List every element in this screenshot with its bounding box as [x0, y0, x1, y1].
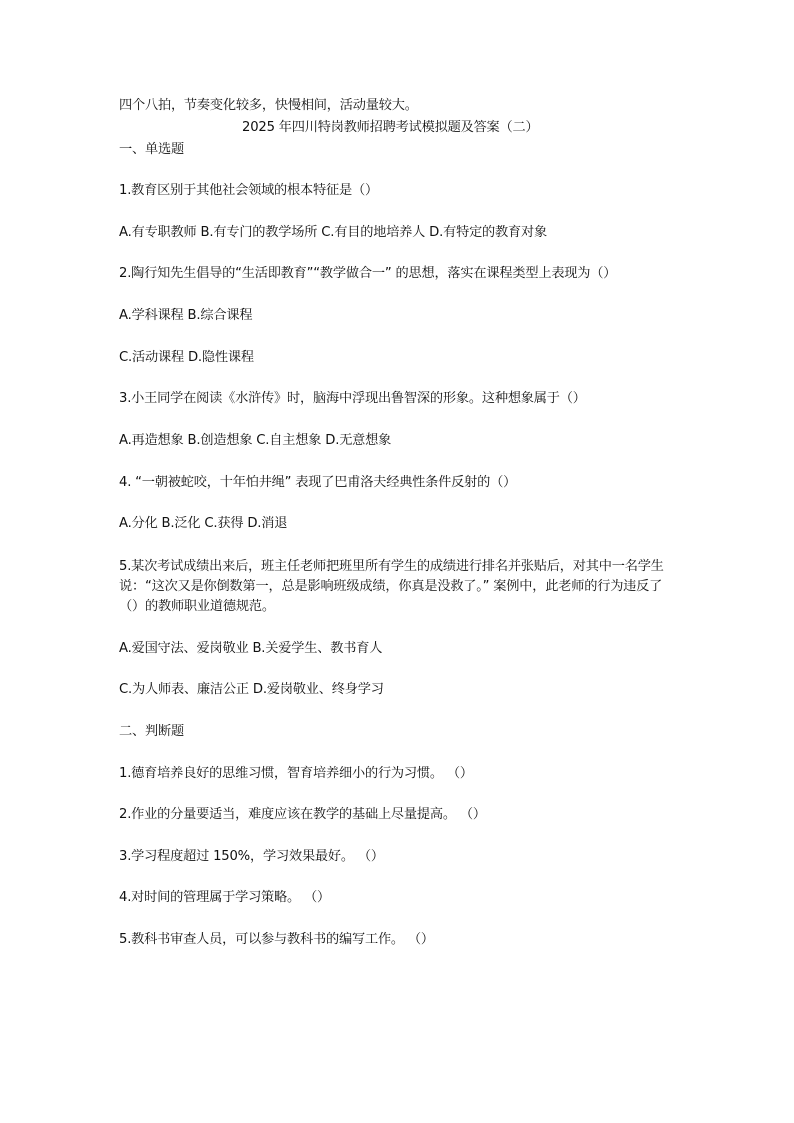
question-options: A.学科课程 B.综合课程 — [119, 308, 253, 323]
judgment-question: 1.德育培养良好的思维习惯，智育培养细小的行为习惯。 （） — [119, 766, 473, 781]
judgment-question: 2.作业的分量要适当，难度应该在教学的基础上尽量提高。 （） — [119, 807, 486, 822]
question-stem: 5.某次考试成绩出来后，班主任老师把班里所有学生的成绩进行排名并张贴后，对其中一名学生说：“这次又是你倒数第一，总是影响班级成绩，你真是没救了。” 案例中，此老师的行为违反了（）的教师职业道德规范。 — [119, 559, 664, 614]
question-stem: 1.教育区别于其他社会领域的根本特征是（） — [119, 183, 378, 198]
section-heading-true-false: 二、判断题 — [119, 724, 184, 739]
question-stem: 2.陶行知先生倡导的“生活即教育”“教学做合一” 的思想，落实在课程类型上表现为（） — [119, 266, 617, 281]
document-title: 2025 年四川特岗教师招聘考试模拟题及答案（二） — [242, 120, 539, 135]
question-stem: 3.小王同学在阅读《水浒传》时，脑海中浮现出鲁智深的形象。这种想象属于（） — [119, 391, 586, 406]
question-options: A.爱国守法、爱岗敬业 B.关爱学生、教书育人 — [119, 641, 383, 656]
question-options: A.有专职教师 B.有专门的教学场所 C.有目的地培养人 D.有特定的教育对象 — [119, 225, 547, 240]
judgment-question: 4.对时间的管理属于学习策略。 （） — [119, 890, 330, 905]
intro-line: 四个八拍，节奏变化较多，快慢相间，活动量较大。 — [119, 98, 418, 113]
judgment-question: 3.学习程度超过 150%，学习效果最好。 （） — [119, 849, 384, 864]
question-options: C.为人师表、廉洁公正 D.爱岗敬业、终身学习 — [119, 682, 384, 697]
question-stem: 4. “一朝被蛇咬，十年怕井绳” 表现了巴甫洛夫经典性条件反射的（） — [119, 475, 517, 490]
question-options: C.活动课程 D.隐性课程 — [119, 350, 254, 365]
question-options: A.再造想象 B.创造想象 C.自主想象 D.无意想象 — [119, 433, 392, 448]
section-heading-single-choice: 一、单选题 — [119, 142, 184, 157]
judgment-question: 5.教科书审查人员，可以参与教科书的编写工作。 （） — [119, 932, 434, 947]
question-options: A.分化 B.泛化 C.获得 D.消退 — [119, 516, 288, 531]
